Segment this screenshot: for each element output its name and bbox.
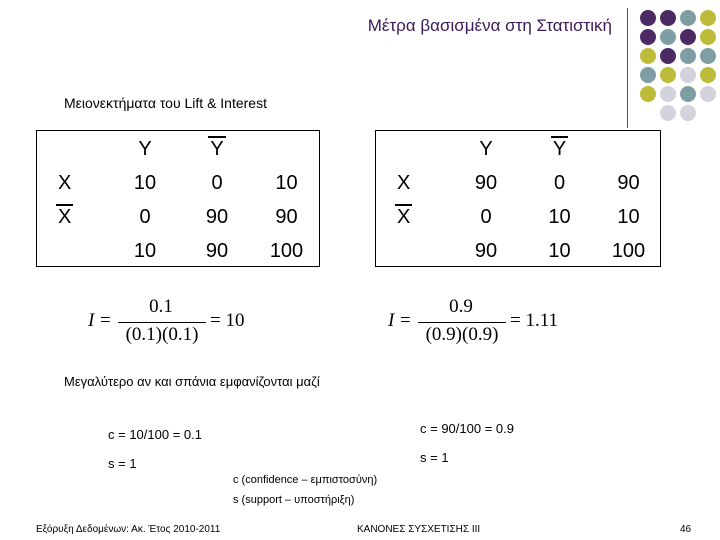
- footer-course: Εξόρυξη Δεδομένων: Ακ. Έτος 2010-2011: [36, 524, 221, 535]
- table-cell: 10: [548, 205, 571, 228]
- formula-denominator: (0.1)(0.1): [125, 324, 199, 345]
- table-header-row: [36, 132, 320, 166]
- footer-chapter: ΚΑΝΟΝΕΣ ΣΥΣΧΕΤΙΣΗΣ ΙΙΙ: [357, 524, 481, 535]
- header-y: Y: [479, 137, 493, 160]
- row-label-not-x: X: [58, 205, 72, 228]
- table-cell: 10: [548, 239, 571, 262]
- table-cell: 90: [275, 205, 298, 228]
- confidence-right: c = 90/100 = 0.9: [420, 421, 514, 436]
- fraction-bar: [418, 322, 506, 323]
- table-row: [375, 166, 661, 200]
- slide-title: Μέτρα βασισμένα στη Στατιστική: [367, 16, 612, 35]
- contingency-table-right: [375, 132, 661, 268]
- interest-formula-left: I = 0.1 (0.1)(0.1) = 10: [88, 296, 245, 345]
- page-number: 46: [680, 524, 692, 535]
- table-cell: 10: [133, 171, 157, 194]
- formula-result: = 1.11: [510, 310, 559, 331]
- formula-lhs: I: [388, 310, 395, 331]
- table-cell: 10: [133, 239, 157, 262]
- row-label-x: X: [397, 171, 411, 194]
- table-cell: 0: [553, 171, 566, 194]
- table-cell: 10: [275, 171, 298, 194]
- table-cell: 90: [474, 239, 498, 262]
- row-label-not-x: X: [397, 205, 411, 228]
- support-right: s = 1: [420, 450, 449, 465]
- table-cell: 100: [611, 239, 646, 262]
- confidence-left: c = 10/100 = 0.1: [108, 427, 202, 442]
- table-row-total: [375, 234, 661, 268]
- support-left: s = 1: [108, 456, 137, 471]
- contingency-table-left: [36, 132, 320, 268]
- header-divider: [627, 8, 628, 128]
- table-cell: 90: [205, 239, 229, 262]
- table-row: [36, 200, 320, 234]
- table-row: [375, 200, 661, 234]
- header-y: Y: [138, 137, 152, 160]
- header-not-y: Y: [210, 137, 224, 160]
- table-cell: 90: [205, 205, 229, 228]
- interest-formula-right: I = 0.9 (0.9)(0.9) = 1.11: [388, 296, 559, 345]
- formula-denominator: (0.9)(0.9): [425, 324, 499, 345]
- table-cell: 90: [474, 171, 498, 194]
- table-cell: 0: [139, 205, 151, 228]
- table-header-row: [375, 132, 661, 166]
- section-subtitle: Μειονεκτήματα του Lift & Interest: [64, 95, 267, 111]
- formula-result: = 10: [210, 310, 245, 331]
- table-cell: 100: [269, 239, 304, 262]
- observation-note: Μεγαλύτερο αν και σπάνια εμφανίζονται μαζί: [64, 374, 320, 389]
- table-cell: 90: [617, 171, 640, 194]
- table-cell: 0: [211, 171, 223, 194]
- table-cell: 10: [617, 205, 640, 228]
- formula-lhs: I: [88, 310, 95, 331]
- legend-confidence: c (confidence – εμπιστοσύνη): [233, 474, 378, 486]
- table-row-total: [36, 234, 320, 268]
- row-label-x: X: [58, 171, 72, 194]
- fraction-bar: [118, 322, 206, 323]
- table-cell: 0: [480, 205, 492, 228]
- formula-numerator: 0.9: [449, 296, 473, 317]
- table-row: [36, 166, 320, 200]
- header-not-y: Y: [552, 137, 567, 160]
- legend-support: s (support – υποστήριξη): [233, 494, 355, 506]
- formula-numerator: 0.1: [149, 296, 173, 317]
